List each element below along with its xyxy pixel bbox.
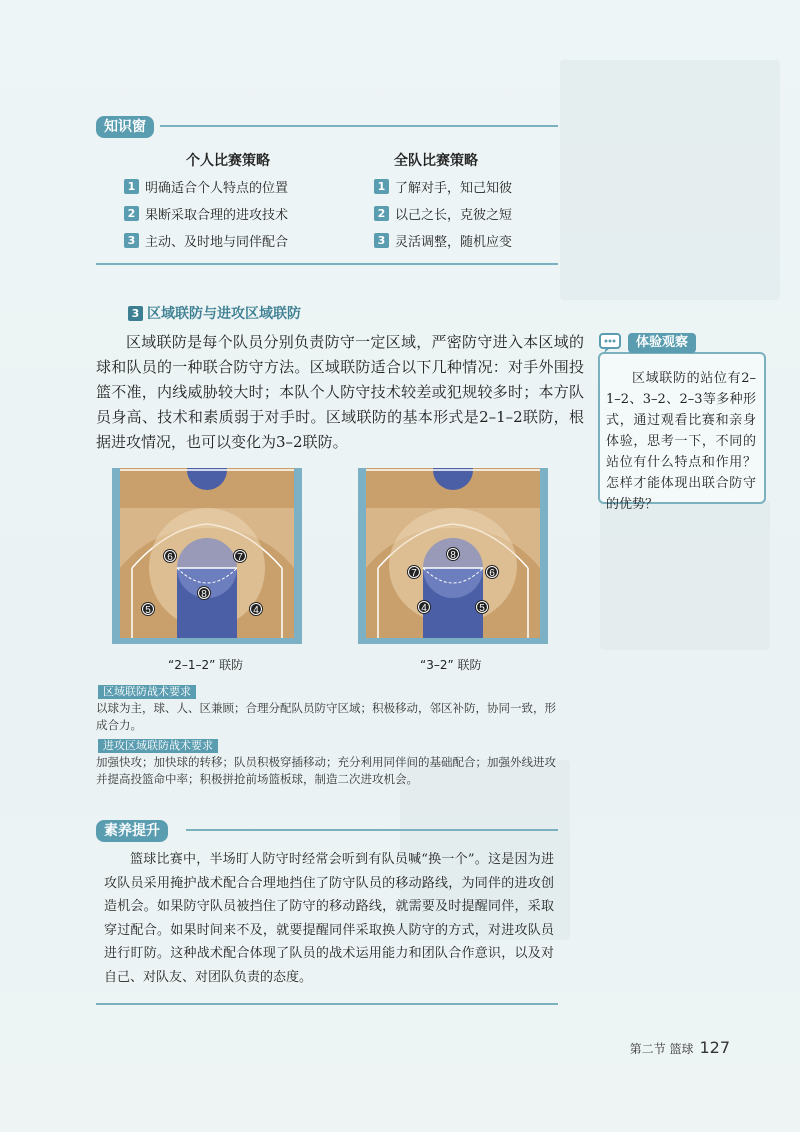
player-marker [407, 565, 421, 579]
player-number: 4 [253, 605, 259, 616]
player-marker [417, 600, 431, 614]
divider [186, 829, 558, 831]
diagram-caption: “3–2” 联防 [420, 658, 482, 672]
page-number: 127 [699, 1038, 730, 1057]
section-paragraph: 区域联防是每个队员分别负责防守一定区域，严密防守进入本区域的球和队员的一种联合防守方法。区域联防适合以下几种情况：对手外围投篮不准，内线威胁较大时；本队个人防守技术较差或犯规较多时；本方队员身高、技术和素质弱于对手时。区域联防的基本形式是2–1–2联防，根据进攻情况，也可以变化为3–2联防。 [96, 333, 584, 451]
player-marker [197, 586, 211, 600]
item-text: 主动、及时地与同伴配合 [145, 235, 289, 250]
individual-strategy-item [124, 177, 288, 196]
court-diagram-2-1-2 [112, 468, 302, 644]
individual-strategy-item [124, 204, 288, 223]
player-number: 6 [489, 568, 495, 579]
player-marker [446, 547, 460, 561]
section-number: 3 [128, 306, 143, 321]
speech-bubble-icon [598, 332, 624, 354]
divider [96, 263, 558, 265]
player-marker [249, 602, 263, 616]
item-text: 了解对手，知己知彼 [395, 181, 513, 196]
court-diagram-3-2 [358, 468, 548, 644]
player-number: 4 [421, 603, 427, 614]
section-title: 区域联防与进攻区域联防 [147, 306, 301, 322]
divider [160, 125, 558, 127]
player-number: 7 [411, 568, 417, 579]
offense-requirements-tag: 进攻区域联防战术要求 [98, 739, 218, 753]
player-number: 5 [145, 605, 151, 616]
item-number: 3 [124, 233, 139, 248]
zone-defense-requirements-text: 以球为主，球、人、区兼顾；合理分配队员防守区域；积极移动，邻区补防，协同一致，形成合力。 [96, 701, 556, 732]
divider [96, 1003, 558, 1005]
player-marker [475, 600, 489, 614]
literacy-title: 素养提升 [96, 820, 168, 842]
page-footer [630, 1038, 730, 1057]
observation-text: 区域联防的站位有2–1–2、3–2、2–3等多种形式，通过观看比赛和亲身体验，思考一下，不同的站位有什么特点和作用？怎样才能体现出联合防守的优势？ [606, 371, 756, 512]
footer-section: 第二节 篮球 [629, 1042, 694, 1056]
bleed-through-shape [560, 60, 780, 300]
individual-strategy-heading: 个人比赛策略 [186, 153, 270, 169]
bleed-through-shape [600, 500, 770, 650]
player-marker [163, 549, 177, 563]
item-text: 果断采取合理的进攻技术 [145, 208, 289, 223]
observation-label: 体验观察 [628, 333, 696, 353]
player-number: 6 [167, 552, 173, 563]
item-text: 灵活调整，随机应变 [395, 235, 513, 250]
player-marker [485, 565, 499, 579]
team-strategy-item [374, 204, 512, 223]
offense-requirements-text: 加强快攻；加快球的转移；队员积极穿插移动；充分利用同伴间的基础配合；加强外线进攻并提高投篮命中率；积极拼抢前场篮板球，制造二次进攻机会。 [96, 755, 556, 786]
player-number: 8 [201, 589, 207, 600]
player-number: 7 [237, 552, 243, 563]
item-number: 2 [124, 206, 139, 221]
observation-title [598, 332, 696, 354]
item-text: 明确适合个人特点的位置 [145, 181, 289, 196]
item-text: 以己之长，克彼之短 [395, 208, 513, 223]
diagram-caption: “2–1–2” 联防 [168, 658, 244, 672]
team-strategy-item [374, 177, 512, 196]
team-strategy-heading: 全队比赛策略 [394, 153, 478, 169]
item-number: 2 [374, 206, 389, 221]
zone-defense-requirements-tag: 区域联防战术要求 [98, 685, 196, 699]
player-number: 8 [450, 550, 456, 561]
team-strategy-item [374, 231, 512, 250]
player-marker [233, 549, 247, 563]
item-number: 1 [374, 179, 389, 194]
item-number: 1 [124, 179, 139, 194]
player-marker [141, 602, 155, 616]
player-number: 5 [479, 603, 485, 614]
knowledge-window-title: 知识窗 [96, 116, 154, 138]
item-number: 3 [374, 233, 389, 248]
section-heading [128, 303, 301, 323]
literacy-text: 篮球比赛中，半场盯人防守时经常会听到有队员喊“换一个”。这是因为进攻队员采用掩护战术配合合理地挡住了防守队员的移动路线，为同伴的进攻创造机会。如果防守队员被挡住了防守的移动路线，就需要及时提醒同伴，采取穿过配合。如果时间来不及，就要提醒同伴采取换人防守的方式，对进攻队员进行盯防。这种战术配合体现了队员的战术运用能力和团队合作意识，以及对自己、对队友、对团队负责的态度。 [104, 852, 554, 985]
individual-strategy-item [124, 231, 288, 250]
